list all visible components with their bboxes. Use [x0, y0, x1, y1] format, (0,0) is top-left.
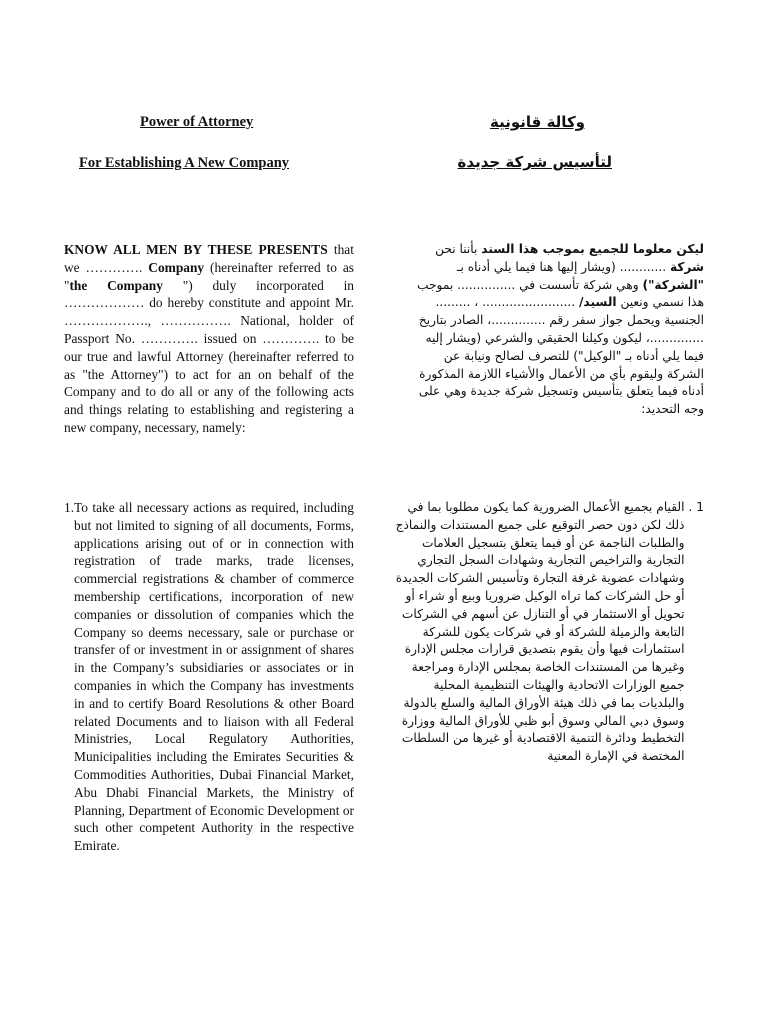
intro-arabic	[404, 241, 704, 419]
intro-company-word: Company	[148, 259, 205, 275]
intro-the-company: the Company	[69, 277, 163, 293]
title-english: Power of Attorney	[140, 114, 254, 130]
intro-heading-english: KNOW ALL MEN BY THESE PRESENTS	[64, 242, 328, 257]
intro-english-part3: ") duly incorporated in ……………… do hereby constitute and appoint Mr. ………………., ……………. National, holder of Passport No. …………. issued on …………. to be our true and lawful Attorney (hereinafter referred to as "the Attorney") to act for an on behalf of the Company and to do all or any of the following acts and things relating to establishing and registering a new company, necessary, namely:	[64, 277, 354, 435]
intro-english-part1: that we ………….	[64, 242, 354, 275]
intro-arabic-part2: ............ (ويشار إليها هنا فيما يلي أدناه بـ	[456, 259, 667, 274]
item1-arabic-number: 1 .	[688, 500, 704, 514]
item1-english-number: 1.	[64, 500, 75, 515]
intro-arabic-part1: بأننا نحن	[435, 242, 478, 256]
intro-arabic-company-word: شركة	[669, 259, 704, 274]
intro-arabic-part3: وهي شركة تأسست في ............... بموجب هذا نسمي ونعين	[417, 277, 704, 310]
intro-arabic-sayyed: السيد/	[578, 295, 617, 310]
item1-arabic	[389, 499, 704, 766]
intro-arabic-the-company: "الشركة")	[642, 277, 704, 292]
subtitle-english: For Establishing A New Company	[79, 155, 290, 171]
intro-arabic-part4: ........................ ، ......... الجنسية ويحمل جواز سفر رقم ..............، الصادر بتاريخ ..............، ليكون وكيلنا الحقيقي والشرعي (ويشار إليه فيما يلي أدناه بـ "الوكيل") للتصرف لصالح ونيابة عن الشركة وليقوم بأي من الأعمال والأشياء اللازمة المذكورة أدناه فيما يتعلق بتأسيس وتسجيل شركة جديدة وهي على وجه التحديد:	[418, 295, 704, 417]
subtitle-arabic: لتأسيس شركة جديدة	[457, 153, 612, 171]
intro-heading-arabic: ليكن معلوما للجميع بموجب هذا السند	[481, 242, 704, 256]
item1-english-text: To take all necessary actions as required, including but not limited to signing of all documents, Forms, applications arising out of or in connection with registration of trade marks, trade licenses, commercial registrations & chamber of commerce membership certifications, incorporation of new companies or dissolution of companies which the Company so deems necessary, sale or purchase or transfer of or investment in or assignment of shares in the Company’s subsidiaries or associates or in companies in which the Company has investments in and to certify Board Resolutions & other Board related Documents and to liaison with all Federal Ministries, Local Regulatory Authorities, Municipalities including the Emirates Securities & Commodities Authorities, Dubai Financial Market, Abu Dhabi Financial Markets, the Ministry of Planning, Department of Economic Development or such other competent Authority in the respective Emirate.	[74, 500, 354, 854]
item1-arabic-row	[389, 499, 704, 766]
title-arabic: وكالة قانونية	[490, 113, 585, 131]
item1-english-row	[64, 499, 354, 855]
intro-english-part2: (hereinafter referred to as "	[64, 259, 355, 293]
item1-english	[64, 499, 354, 855]
intro-english	[64, 241, 354, 437]
item1-arabic-text: القيام بجميع الأعمال الضرورية كما يكون مطلوبا بما في ذلك لكن دون حصر التوقيع على جميع المستندات والنماذج والطلبات الناجمة عن أو فيما يتعلق بتسجيل العلامات التجارية والتراخيص التجارية وشهادات السجل التجاري وشهادات عضوية غرفة التجارة وتأسيس الشركات الجديدة أو حل الشركات كما تراه الوكيل ضروريا وبيع أو شراء أو تحويل أو الاستثمار في أو التنازل عن أسهم في الشركات التابعة والزميلة للشركة أو في شركات يكون للشركة استثمارات فيها وأن يقوم بتصديق قرارات مجلس الإدارة وغيرها من المستندات الخاصة بمجلس الإدارة ومراجعة جميع الوزارات الاتحادية والهيئات التنظيمية المحلية والبلديات بما في ذلك هيئة الأوراق المالية والسلع بالدولة وسوق دبي المالي وسوق أبو ظبي للأوراق المالية ووزارة التخطيط ودائرة التنمية الاقتصادية أو غيرها من السلطات المختصة في الإمارة المعنية	[395, 500, 685, 764]
